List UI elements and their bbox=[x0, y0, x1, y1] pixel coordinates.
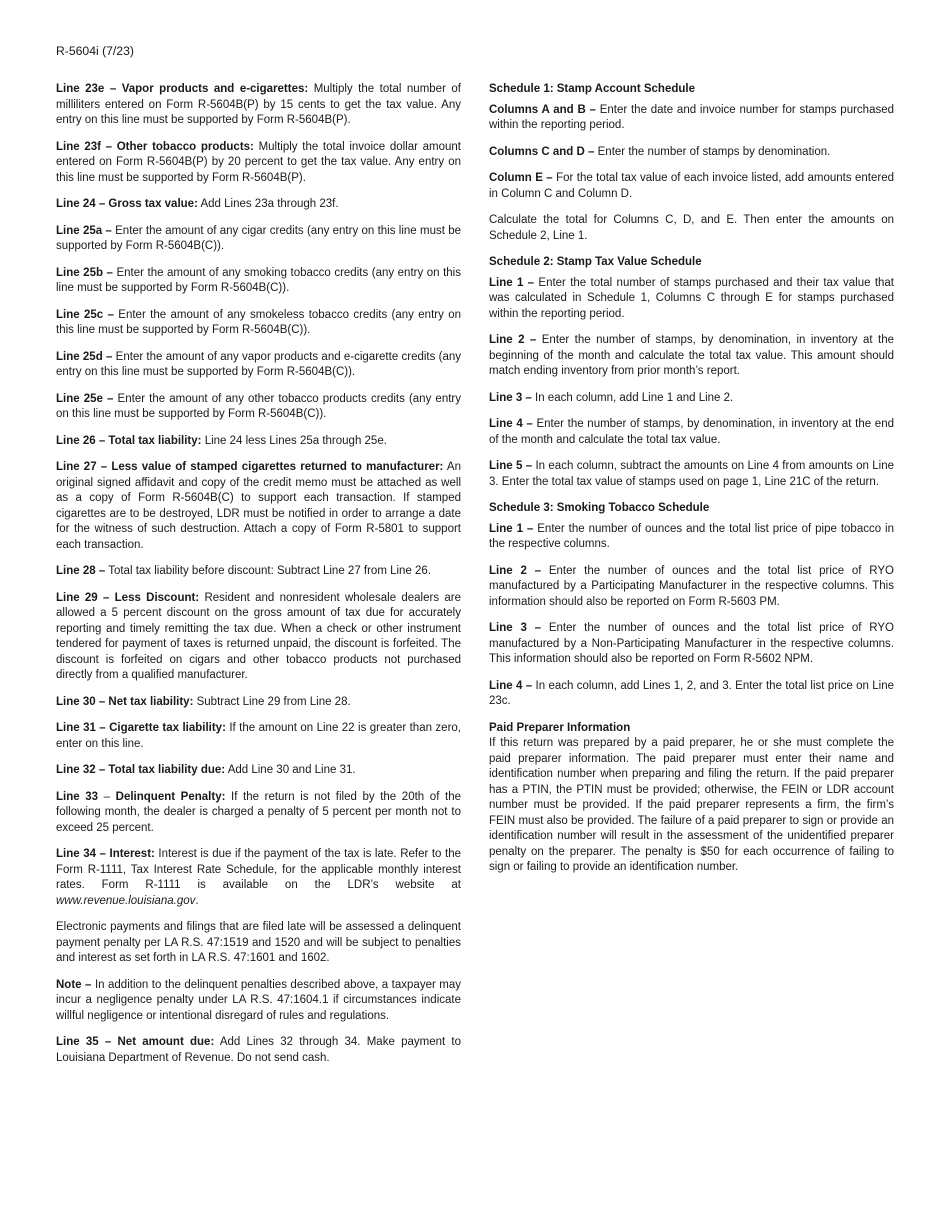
line-label: Column E – bbox=[489, 172, 553, 184]
line-text: Enter the number of ounces and the total list price of RYO manufactured by a Non-Participating Manufacturer in the respective columns. This information should also be reported on Form R-5602 NPM. bbox=[489, 622, 894, 665]
line-text: Enter the amount of any other tobacco products credits (any entry on this line must be supported by Form R-5604B(C)). bbox=[56, 392, 462, 420]
instruction-line-25e bbox=[56, 392, 461, 423]
schedule-3-line-3 bbox=[489, 621, 894, 668]
line-text: In addition to the delinquent penalties described above, a taxpayer may incur a negligence penalty under LA R.S. 47:1604.1 if circumstances indicate willful negligence or intentional disregard of rules and regulations. bbox=[56, 978, 462, 1022]
line-text: Add Lines 23a through 23f. bbox=[197, 198, 339, 210]
schedule-1-totals bbox=[489, 213, 894, 244]
instruction-line-31 bbox=[56, 721, 461, 752]
line-text: Add Lines 32 through 34. Make payment to Louisiana Department of Revenue. Do not send cash. bbox=[56, 1036, 461, 1064]
line-label: Line 23f – Other tobacco products: bbox=[56, 140, 254, 153]
line-text: Calculate the total for Columns C, D, and E. Then enter the amounts on Schedule 2, Line 1. bbox=[489, 214, 894, 242]
line-label: Line 25e – bbox=[56, 392, 114, 405]
electronic-payments-note bbox=[56, 920, 461, 967]
schedule-1-heading: Schedule 1: Stamp Account Schedule bbox=[489, 83, 695, 95]
line-label: Line 4 – bbox=[489, 418, 533, 430]
schedule-3-line-4 bbox=[489, 679, 894, 710]
line-text: Enter the number of stamps, by denomination, in inventory at the beginning of the month and calculate the total tax value. This amount should match ending inventory from prior month’s report. bbox=[489, 334, 895, 377]
schedule-3-heading: Schedule 3: Smoking Tobacco Schedule bbox=[489, 502, 710, 514]
schedule-3-line-2 bbox=[489, 564, 894, 611]
line-label: Line 25a – bbox=[56, 224, 112, 237]
instruction-line-23f bbox=[56, 140, 461, 187]
line-text: An original signed affidavit and copy of the credit memo must be attached as well as a copy of Form R-5604B(C) to support each transaction. If stamped cigarettes are to be destroyed, LDR must be notified in order to arrange a date for the witness of such destruction. Attach a copy of Form R-5801 to support each transaction. bbox=[56, 461, 461, 551]
line-label: Line 30 – Net tax liability: bbox=[56, 695, 194, 708]
line-label: Line 27 – Less value of stamped cigarettes returned to manufacturer: bbox=[56, 461, 444, 473]
line-label: Line 3 – bbox=[489, 622, 542, 634]
schedule-3-section bbox=[489, 501, 894, 710]
instruction-line-25b bbox=[56, 266, 461, 297]
schedule-2-line-2 bbox=[489, 333, 894, 380]
line-text: Enter the amount of any smoking tobacco credits (any entry on this line must be supported by Form R-5604B(C)). bbox=[56, 266, 461, 294]
line-label: Note – bbox=[56, 978, 92, 991]
instruction-line-24 bbox=[56, 197, 461, 213]
left-column bbox=[56, 82, 461, 1077]
instruction-line-29 bbox=[56, 591, 461, 684]
line-label-secondary: Delinquent Penalty: bbox=[115, 790, 226, 803]
line-label: Line 33 bbox=[56, 790, 99, 803]
line-text: If the amount on Line 22 is greater than zero, enter on this line. bbox=[56, 722, 461, 750]
line-label: Line 26 – Total tax liability: bbox=[56, 434, 202, 447]
line-dash: – bbox=[98, 790, 116, 803]
schedule-1-columns-a-b bbox=[489, 103, 894, 134]
line-text: Enter the number of stamps, by denomination, in inventory at the end of the month and calculate the total tax value. bbox=[489, 418, 894, 446]
line-text: Enter the amount of any smokeless tobacco credits (any entry on this line must be supported by Form R-5604B(C)). bbox=[56, 308, 461, 336]
line-text: In each column, subtract the amounts on Line 4 from amounts on Line 3. Enter the total tax value of stamps used on page 1, Line 21C of the return. bbox=[489, 460, 894, 488]
line-text: In each column, add Line 1 and Line 2. bbox=[531, 391, 734, 404]
line-label: Line 31 – Cigarette tax liability: bbox=[56, 722, 226, 734]
instruction-line-25a bbox=[56, 224, 461, 255]
line-text: Interest is due if the payment of the tax is late. Refer to the Form R-1111, Tax Interest Rate Schedule, for the applicable monthly interest rates. Form R-1111 is available on the LDR’s website at bbox=[56, 848, 461, 891]
line-label: Line 2 – bbox=[489, 334, 537, 346]
instruction-line-25d bbox=[56, 350, 461, 381]
instruction-line-25c bbox=[56, 308, 461, 339]
line-text-end: . bbox=[195, 894, 199, 907]
line-text: If the return is not filed by the 20th of the following month, the dealer is charged a penalty of 5 percent per month not to exceed 25 percent. bbox=[56, 790, 461, 834]
instruction-line-32 bbox=[56, 763, 461, 779]
line-label: Line 5 – bbox=[489, 460, 533, 472]
schedule-2-line-5 bbox=[489, 459, 894, 490]
line-label: Columns C and D – bbox=[489, 145, 595, 158]
line-label: Line 4 – bbox=[489, 679, 533, 692]
line-label: Line 25c – bbox=[56, 308, 114, 321]
instruction-line-33 bbox=[56, 790, 461, 837]
line-text: Multiply the total number of milliliters entered on Form R-5604B(P) by 15 cents to get the tax value. Any entry on this line must be supported by Form R-5604B(P). bbox=[56, 83, 461, 126]
line-label: Line 25d – bbox=[56, 350, 113, 363]
instruction-line-23e bbox=[56, 82, 461, 129]
line-text: Enter the number of ounces and the total list price of RYO manufactured by a Participating Manufacturer in the respective columns. This information should also be reported on Form R-5603 PM. bbox=[489, 564, 894, 608]
line-label: Line 2 – bbox=[489, 564, 542, 577]
instruction-line-27 bbox=[56, 460, 461, 553]
schedule-3-line-1 bbox=[489, 522, 894, 553]
paid-preparer-text: If this return was prepared by a paid preparer, he or she must complete the paid preparer information. The paid preparer must enter their name and identification number when preparing and filing the return. If the paid preparer has a PTIN, the PTIN must be provided; otherwise, the FEIN or LDR account number must be provided. If the paid preparer represents a firm, the firm’s FEIN must also be provided. The failure of a paid preparer to sign or provide an identification number will result in the assessment of the unidentified preparer penalty on the preparer. The penalty is $50 for each occurrence of failing to sign or failing to provide an identification number. bbox=[489, 737, 894, 873]
line-label: Line 23e – Vapor products and e-cigarettes: bbox=[56, 83, 309, 95]
line-text: Add Line 30 and Line 31. bbox=[225, 764, 356, 776]
line-label: Line 3 – bbox=[489, 391, 532, 404]
line-text: Enter the number of stamps by denomination. bbox=[594, 145, 831, 158]
line-text: Enter the amount of any vapor products and e-cigarette credits (any entry on this line must be supported by Form R-5604B(C)). bbox=[56, 350, 461, 378]
paid-preparer-heading: Paid Preparer Information bbox=[489, 721, 631, 734]
line-text: In each column, add Lines 1, 2, and 3. Enter the total list price on Line 23c. bbox=[489, 679, 895, 707]
line-label: Columns A and B – bbox=[489, 103, 596, 116]
line-label: Line 25b – bbox=[56, 266, 113, 279]
schedule-2-line-1 bbox=[489, 276, 894, 323]
right-column bbox=[489, 82, 894, 887]
line-label: Line 34 – Interest: bbox=[56, 848, 155, 860]
schedule-2-heading: Schedule 2: Stamp Tax Value Schedule bbox=[489, 256, 702, 268]
line-text: Total tax liability before discount: Subtract Line 27 from Line 26. bbox=[105, 565, 432, 577]
instruction-line-34 bbox=[56, 847, 461, 909]
line-text: Subtract Line 29 from Line 28. bbox=[193, 695, 351, 708]
line-label: Line 35 – Net amount due: bbox=[56, 1036, 215, 1048]
line-text: Enter the date and invoice number for stamps purchased within the reporting period. bbox=[489, 103, 895, 131]
line-text: Electronic payments and filings that are filed late will be assessed a delinquent payment penalty per LA R.S. 47:1519 and 1520 and will be subject to penalties and interest as set forth in LA R.S. 47:1601 and 1602. bbox=[56, 921, 461, 964]
schedule-2-line-4 bbox=[489, 417, 894, 448]
paid-preparer-section bbox=[489, 721, 894, 876]
line-label: Line 1 – bbox=[489, 276, 535, 289]
schedule-1-columns-c-d bbox=[489, 145, 894, 161]
line-text: Line 24 less Lines 25a through 25e. bbox=[201, 434, 387, 447]
instruction-line-26 bbox=[56, 434, 461, 450]
line-label: Line 1 – bbox=[489, 522, 534, 535]
line-label: Line 32 – Total tax liability due: bbox=[56, 764, 226, 776]
line-text: Enter the total number of stamps purchased and their tax value that was calculated in Schedule 1, Columns C through E for stamps purchased within the reporting period. bbox=[489, 276, 895, 320]
schedule-2-line-3 bbox=[489, 391, 894, 407]
schedule-1-column-e bbox=[489, 171, 894, 202]
instruction-line-30 bbox=[56, 695, 461, 711]
line-text: Enter the amount of any cigar credits (any entry on this line must be supported by Form R-5604B(C)). bbox=[56, 224, 461, 252]
website-link[interactable]: www.revenue.louisiana.gov bbox=[56, 894, 196, 907]
instruction-line-35 bbox=[56, 1035, 461, 1066]
line-label: Line 24 – Gross tax value: bbox=[56, 198, 198, 210]
line-text: Multiply the total invoice dollar amount entered on Form R-5604B(P) by 20 percent to get the tax value. Any entry on this line must be supported by Form R-5604B(P). bbox=[56, 140, 462, 184]
form-id: R-5604i (7/23) bbox=[56, 44, 134, 58]
instruction-line-28 bbox=[56, 564, 461, 580]
schedule-1-section bbox=[489, 82, 894, 244]
line-label: Line 28 – bbox=[56, 565, 106, 577]
negligence-note bbox=[56, 978, 461, 1025]
line-label: Line 29 – Less Discount: bbox=[56, 591, 200, 604]
line-text: Resident and nonresident wholesale dealers are allowed a 5 percent discount on the gross amount of tax due for accurately reporting and timely remitting the tax due. When a check or other instrument tendered for payment of taxes is returned unpaid, the discount is forfeited. The discount is forfeited on cigars and other tobacco products not purchased directly from a qualified manufacturer. bbox=[56, 591, 461, 681]
line-text: For the total tax value of each invoice listed, add amounts entered in Column C and Column D. bbox=[489, 172, 895, 200]
schedule-2-section bbox=[489, 255, 894, 490]
line-text: Enter the number of ounces and the total list price of pipe tobacco in the respective columns. bbox=[489, 522, 894, 550]
